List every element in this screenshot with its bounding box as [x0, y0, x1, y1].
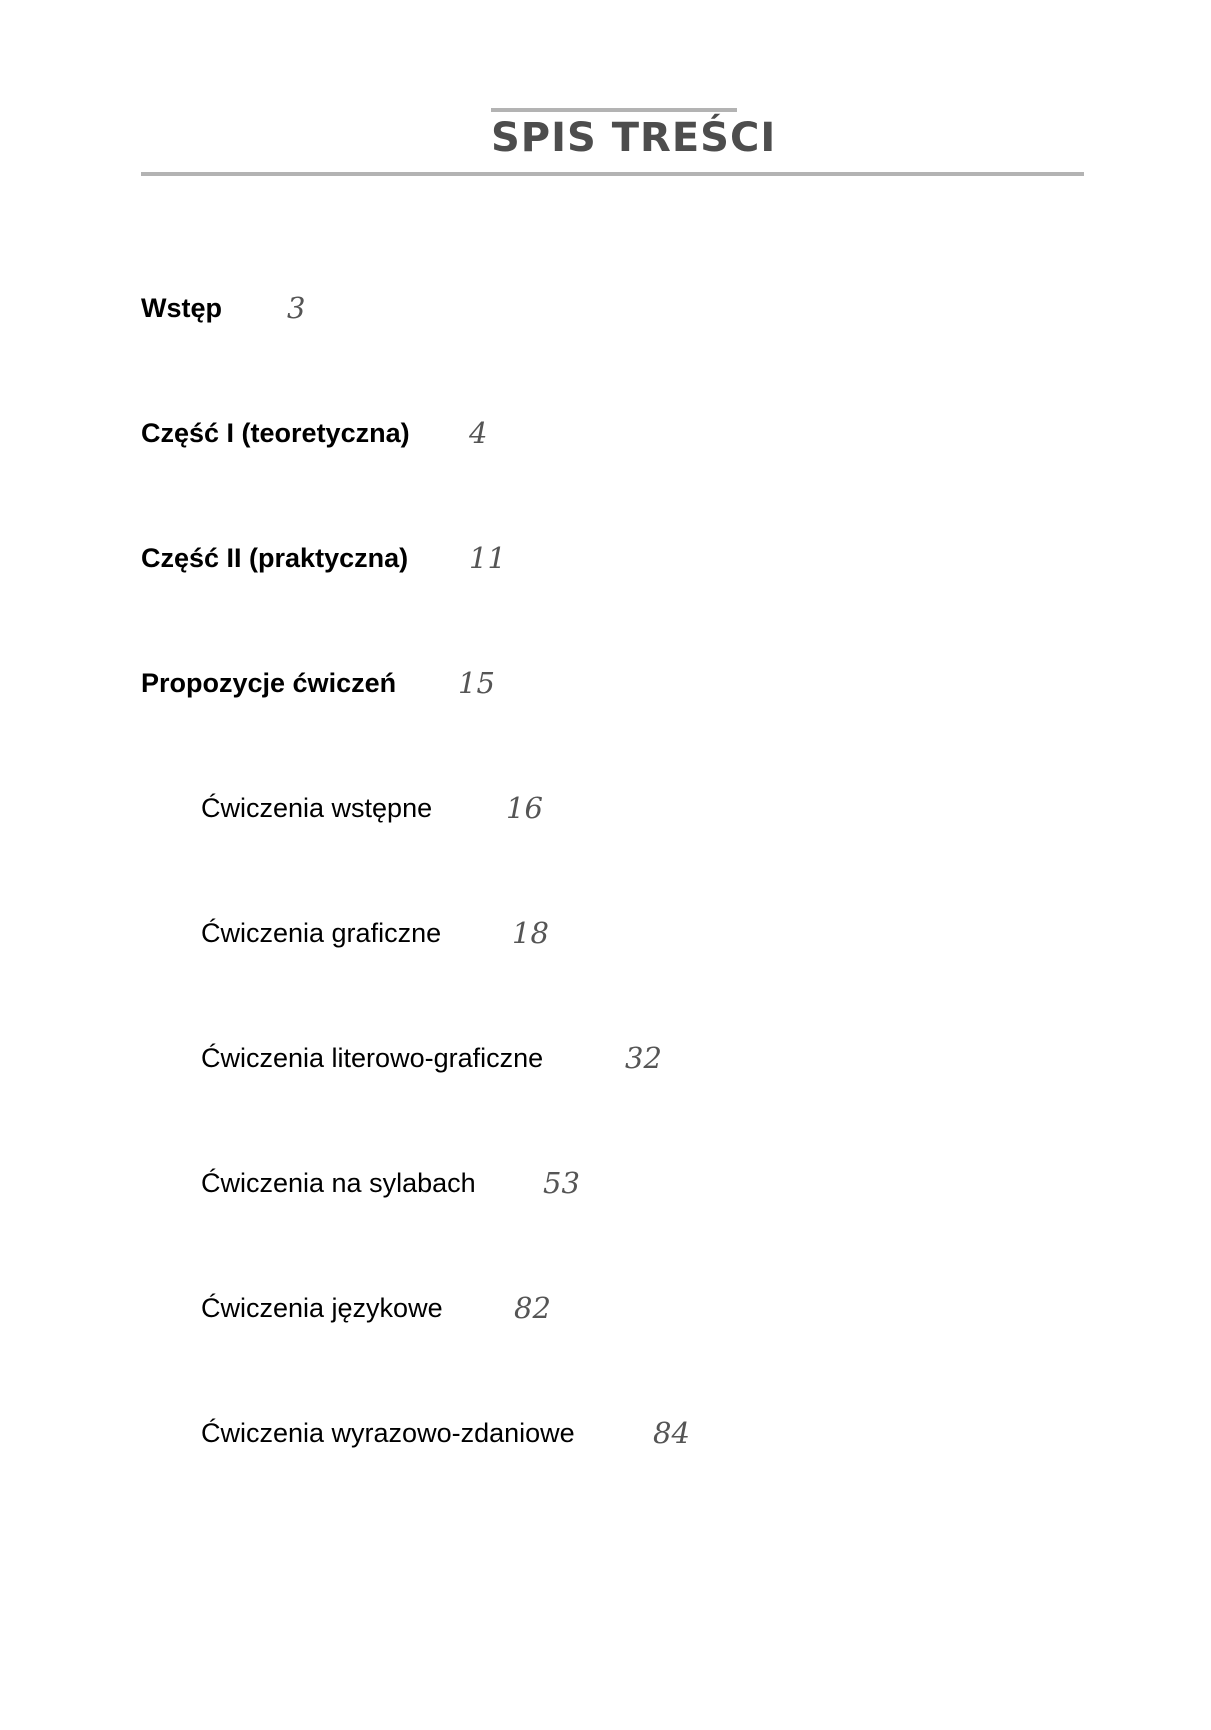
toc-page-number: 4	[469, 416, 488, 450]
toc-label: Ćwiczenia wstępne	[201, 792, 433, 823]
toc-page-number: 16	[506, 791, 543, 825]
toc-entry-propozycje	[141, 661, 495, 705]
toc-entry-czesc-1	[141, 411, 488, 455]
toc-label: Ćwiczenia na sylabach	[201, 1167, 476, 1198]
toc-page-number: 32	[625, 1041, 662, 1075]
toc-page-number: 53	[543, 1166, 580, 1200]
toc-page-number: 15	[458, 666, 495, 700]
toc-label: Część I (teoretyczna)	[141, 417, 410, 448]
toc-label: Ćwiczenia literowo-graficzne	[201, 1042, 544, 1073]
toc-entry-czesc-2	[141, 536, 506, 580]
toc-page-number: 84	[653, 1416, 690, 1450]
toc-page-number: 11	[469, 541, 506, 575]
toc-page-number: 18	[512, 916, 549, 950]
toc-label: Część II (praktyczna)	[141, 542, 409, 573]
toc-entry-cwiczenia-na-sylabach	[201, 1161, 580, 1205]
toc-entry-cwiczenia-jezykowe	[201, 1286, 551, 1330]
toc-label: Propozycje ćwiczeń	[141, 667, 397, 698]
page-title: SPIS TREŚCI	[491, 115, 777, 161]
toc-label: Ćwiczenia wyrazowo-zdaniowe	[201, 1417, 575, 1448]
toc-label: Ćwiczenia językowe	[201, 1292, 443, 1323]
title-bottom-rule	[141, 172, 1084, 176]
toc-entry-cwiczenia-literowo-graficzne	[201, 1036, 662, 1080]
toc-label: Ćwiczenia graficzne	[201, 917, 442, 948]
toc-entry-cwiczenia-wyrazowo-zdaniowe	[201, 1411, 690, 1455]
toc-entry-wstep	[141, 286, 306, 330]
toc-label: Wstęp	[141, 292, 222, 323]
toc-page-number: 82	[514, 1291, 551, 1325]
toc-page-number: 3	[287, 291, 306, 325]
toc-entry-cwiczenia-graficzne	[201, 911, 549, 955]
toc-entry-cwiczenia-wstepne	[201, 786, 543, 830]
